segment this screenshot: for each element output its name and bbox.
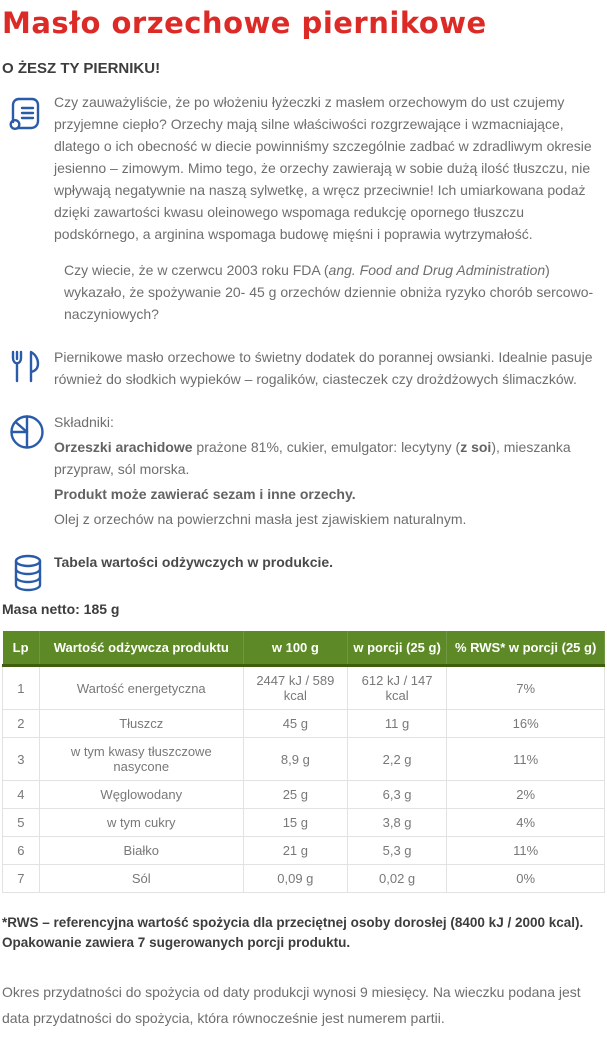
table-cell: Białko	[39, 837, 243, 865]
ingredients-line: Orzeszki arachidowe prażone 81%, cukier, emulgator: lecytyny (z soi), mieszanka przypraw, sól morska.	[54, 439, 571, 477]
table-cell: 2%	[447, 781, 605, 809]
table-cell: 25 g	[243, 781, 347, 809]
scroll-icon	[6, 93, 44, 135]
usage-section	[2, 346, 605, 393]
table-row	[3, 865, 605, 893]
table-cell: 0%	[447, 865, 605, 893]
net-weight: Masa netto: 185 g	[2, 601, 120, 617]
table-cell: Węglowodany	[39, 781, 243, 809]
table-cell: 2,2 g	[347, 738, 446, 781]
header-cell-lp: Lp	[3, 631, 40, 666]
nutrition-table-title: Tabela wartości odżywczych w produkcie.	[54, 554, 334, 570]
table-cell: 5,3 g	[347, 837, 446, 865]
warming-paragraph: Czy zauważyliście, że po włożeniu łyżeczki z masłem orzechowym do ust czujemy przyjemne ciepło? Orzechy mają silne właściwości rozgrzewające i wzmacniające, dlatego o ich obecność w diecie powinniśmy szczególnie zadbać w zdradliwym okresie jesienno – zimowym. Mimo tego, że orzechy zawierają w sobie dużą ilość tłuszczu, nie wpływają negatywnie na naszą sylwetkę, a wręcz przeciwnie! Ich umiarkowana podaż dzięki zawartości kwasu oleinowego wspomaga redukcję opornego tłuszczu podskórnego, a arginina wspomaga budowę mięśni i poprawia wytrzymałość.	[54, 94, 592, 242]
table-cell: 4	[3, 781, 40, 809]
table-cell: 11%	[447, 738, 605, 781]
table-cell: 1	[3, 666, 40, 710]
table-cell: 612 kJ / 147 kcal	[347, 666, 446, 710]
table-row	[3, 710, 605, 738]
shelf-life-paragraph: Okres przydatności do spożycia od daty produkcji wynosi 9 miesięcy. Na wieczku podana jest data przydatności do spożycia, która równocześnie jest numerem partii.	[2, 984, 581, 1026]
table-cell: w tym kwasy tłuszczowe nasycone	[39, 738, 243, 781]
table-cell: 7%	[447, 666, 605, 710]
ingredients-section	[2, 411, 605, 533]
nutrition-table-body	[3, 666, 605, 893]
table-cell: 0,02 g	[347, 865, 446, 893]
header-cell-nutrient: Wartość odżywcza produktu	[39, 631, 243, 666]
table-cell: 5	[3, 809, 40, 837]
allergen-line: Produkt może zawierać sezam i inne orzechy.	[54, 486, 356, 502]
header-cell-perportion: w porcji (25 g)	[347, 631, 446, 666]
table-cell: Wartość energetyczna	[39, 666, 243, 710]
fork-knife-icon	[6, 348, 44, 386]
footnote-package: Opakowanie zawiera 7 sugerowanych porcji produktu.	[2, 935, 351, 950]
header-cell-rws: % RWS* w porcji (25 g)	[447, 631, 605, 666]
table-cell: 16%	[447, 710, 605, 738]
table-row	[3, 781, 605, 809]
header-cell-per100g: w 100 g	[243, 631, 347, 666]
table-cell: 2447 kJ / 589 kcal	[243, 666, 347, 710]
oil-note-line: Olej z orzechów na powierzchni masła jest zjawiskiem naturalnym.	[54, 511, 467, 527]
database-icon	[11, 553, 45, 593]
table-cell: 21 g	[243, 837, 347, 865]
table-cell: 3,8 g	[347, 809, 446, 837]
table-cell: 15 g	[243, 809, 347, 837]
ingredients-label: Składniki:	[54, 414, 114, 430]
table-cell: 6	[3, 837, 40, 865]
fda-paragraph: Czy wiecie, że w czerwcu 2003 roku FDA (ang. Food and Drug Administration) wykazało, że spożywanie 20- 45 g orzechów dziennie obniża ryzyko chorób sercowo-naczyniowych?	[64, 262, 594, 322]
table-cell: 4%	[447, 809, 605, 837]
shelf-life-section	[2, 979, 605, 1031]
table-row	[3, 738, 605, 781]
table-cell: 2	[3, 710, 40, 738]
table-cell: 3	[3, 738, 40, 781]
nutrition-intro-section	[2, 551, 605, 593]
table-cell: Sól	[39, 865, 243, 893]
nutrition-table-header	[3, 631, 605, 666]
table-row	[3, 837, 605, 865]
table-cell: 6,3 g	[347, 781, 446, 809]
warming-section	[2, 91, 605, 328]
table-cell: 45 g	[243, 710, 347, 738]
table-cell: 11%	[447, 837, 605, 865]
table-cell: 8,9 g	[243, 738, 347, 781]
table-cell: w tym cukry	[39, 809, 243, 837]
fda-italic-text: ang. Food and Drug Administration	[328, 262, 546, 278]
footnote-rws: *RWS – referencyjna wartość spożycia dla przeciętnej osoby dorosłej (8400 kJ / 2000 kcal).	[2, 915, 584, 930]
footnotes	[2, 913, 605, 953]
table-cell: Tłuszcz	[39, 710, 243, 738]
page-title: Masło orzechowe piernikowe	[2, 6, 487, 40]
table-cell: 11 g	[347, 710, 446, 738]
table-cell: 0,09 g	[243, 865, 347, 893]
nutrition-table	[2, 631, 605, 893]
section-heading: O ŻESZ TY PIERNIKU!	[2, 60, 161, 77]
pie-chart-icon	[6, 413, 48, 455]
table-cell: 7	[3, 865, 40, 893]
table-row	[3, 666, 605, 710]
table-row	[3, 809, 605, 837]
usage-paragraph: Piernikowe masło orzechowe to świetny dodatek do porannej owsianki. Idealnie pasuje również do słodkich wypieków – rogalików, ciasteczek czy drożdżowych ślimaczków.	[54, 349, 593, 387]
